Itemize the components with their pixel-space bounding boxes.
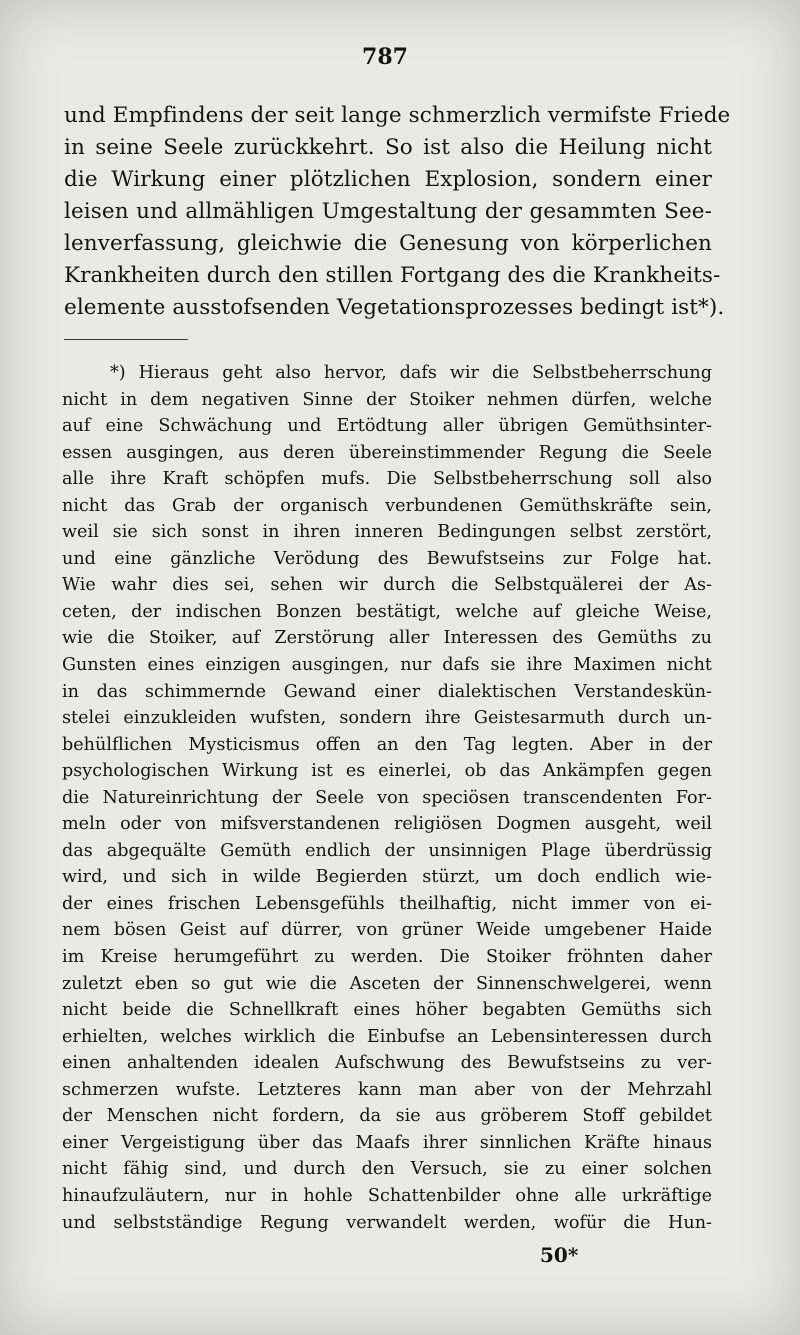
footnote-line: meln oder von mifsverstandenen religiösen Dogmen ausgeht, weil — [62, 814, 712, 835]
footnote-line: in das schimmernde Gewand einer dialektischen Verstandeskün- — [62, 681, 712, 702]
footnote-line: nicht das Grab der organisch verbundenen Gemüthskräfte sein, — [62, 495, 712, 516]
main-text-line: die Wirkung einer plötzlichen Explosion, sondern einer — [64, 167, 712, 192]
signature-mark: 50* — [540, 1243, 579, 1267]
footnote-rule — [64, 339, 188, 340]
footnote-line: wie die Stoiker, auf Zerstörung aller Interessen des Gemüths zu — [62, 628, 712, 649]
main-text — [64, 100, 731, 324]
footnote-line: zuletzt eben so gut wie die Asceten der Sinnenschwelgerei, wenn — [62, 973, 712, 994]
footnote-line: essen ausgingen, aus deren übereinstimmender Regung die Seele — [62, 442, 712, 463]
page-number: 787 — [362, 44, 408, 70]
footnote-line: stelei einzukleiden wufsten, sondern ihre Geistesarmuth durch un- — [62, 708, 712, 729]
main-text-line: Krankheiten durch den stillen Fortgang des die Krankheits- — [64, 263, 721, 288]
footnote-line: ceten, der indischen Bonzen bestätigt, welche auf gleiche Weise, — [62, 601, 712, 622]
main-text-line: leisen und allmähligen Umgestaltung der gesammten See- — [64, 199, 712, 224]
footnote-line: und eine gänzliche Verödung des Bewufstseins zur Folge hat. — [62, 548, 712, 569]
footnote-line: nicht in dem negativen Sinne der Stoiker nehmen dürfen, welche — [62, 389, 712, 410]
footnote-line: der Menschen nicht fordern, da sie aus gröberem Stoff gebildet — [62, 1106, 712, 1127]
footnote-line: weil sie sich sonst in ihren inneren Bedingungen selbst zerstört, — [62, 522, 712, 543]
footnote-line: alle ihre Kraft schöpfen mufs. Die Selbstbeherrschung soll also — [62, 469, 712, 490]
footnote-line: behülflichen Mysticismus offen an den Tag legten. Aber in der — [62, 734, 712, 755]
footnote-line: im Kreise herumgeführt zu werden. Die Stoiker fröhnten daher — [62, 947, 712, 968]
footnote-line: erhielten, welches wirklich die Einbufse an Lebensinteressen durch — [62, 1026, 712, 1047]
footnote-line: Gunsten eines einzigen ausgingen, nur dafs sie ihre Maximen nicht — [62, 655, 712, 676]
footnote-line: schmerzen wufste. Letzteres kann man aber von der Mehrzahl — [62, 1079, 712, 1100]
main-text-line: und Empfindens der seit lange schmerzlich vermifste Friede — [64, 103, 731, 128]
footnote-line: die Natureinrichtung der Seele von speciösen transcendenten For- — [62, 787, 712, 808]
footnote-line: und selbstständige Regung verwandelt werden, wofür die Hun- — [62, 1212, 712, 1233]
footnote-line: wird, und sich in wilde Begierden stürzt, um doch endlich wie- — [62, 867, 712, 888]
main-text-line: elemente ausstofsenden Vegetationsprozesses bedingt ist*). — [64, 295, 725, 320]
footnote-line: das abgequälte Gemüth endlich der unsinnigen Plage überdrüssig — [62, 840, 712, 861]
footnote-line: einer Vergeistigung über das Maafs ihrer sinnlichen Kräfte hinaus — [62, 1132, 712, 1153]
footnote-line: hinaufzuläutern, nur in hohle Schattenbilder ohne alle urkräftige — [62, 1185, 712, 1206]
footnote-line: nicht fähig sind, und durch den Versuch, sie zu einer solchen — [62, 1159, 712, 1180]
footnote-line: psychologischen Wirkung ist es einerlei, ob das Ankämpfen gegen — [62, 761, 712, 782]
main-text-line: in seine Seele zurückkehrt. So ist also die Heilung nicht — [64, 135, 712, 160]
footnote-line: nicht beide die Schnellkraft eines höher begabten Gemüths sich — [62, 1000, 712, 1021]
main-text-line: lenverfassung, gleichwie die Genesung von körperlichen — [64, 231, 712, 256]
footnote-line: *) Hieraus geht also hervor, dafs wir die Selbstbeherrschung — [110, 363, 712, 383]
footnote-line: auf eine Schwächung und Ertödtung aller übrigen Gemüthsinter- — [62, 416, 712, 437]
footnote-line: der eines frischen Lebensgefühls theilhaftig, nicht immer von ei- — [62, 893, 712, 914]
footnote — [62, 360, 712, 1236]
footnote-line: Wie wahr dies sei, sehen wir durch die Selbstquälerei der As- — [62, 575, 712, 596]
footnote-line: nem bösen Geist auf dürrer, von grüner Weide umgebener Haide — [62, 920, 712, 941]
footnote-line: einen anhaltenden idealen Aufschwung des Bewufstseins zu ver- — [62, 1053, 712, 1074]
